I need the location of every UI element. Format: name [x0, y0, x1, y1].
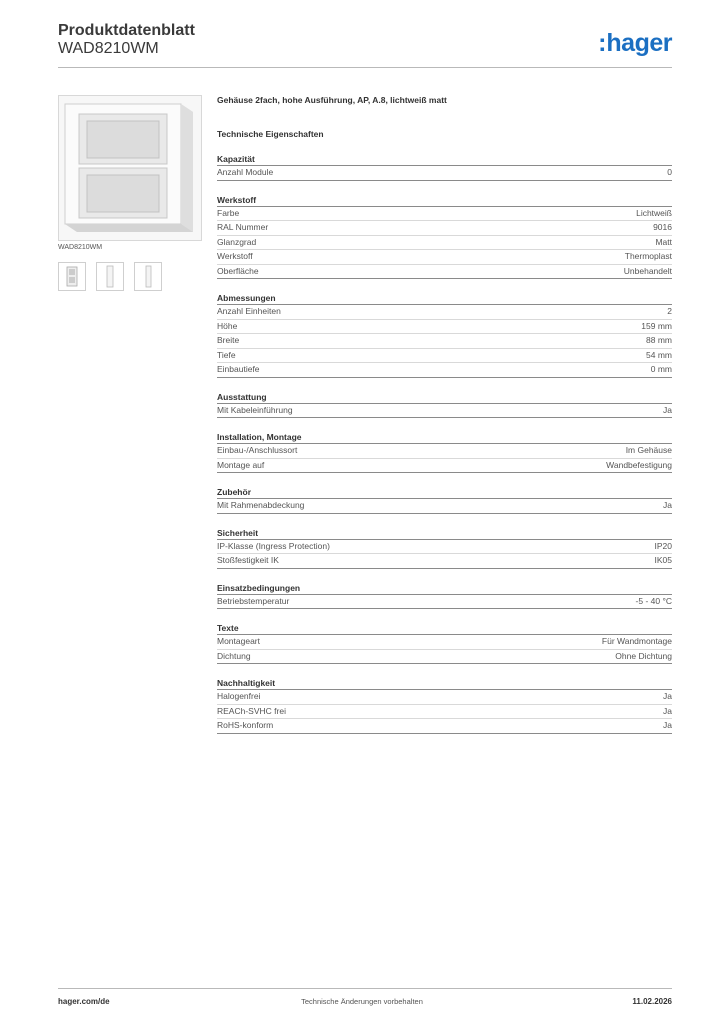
product-code: WAD8210WM	[58, 40, 159, 57]
spec-label: Anzahl Einheiten	[217, 306, 281, 316]
spec-group-title: Zubehör	[217, 486, 672, 499]
spec-value: 54 mm	[646, 349, 672, 360]
spec-group-title: Abmessungen	[217, 292, 672, 305]
spec-row	[217, 690, 672, 705]
spec-value: Ja	[663, 705, 672, 716]
spec-value: -5 - 40 °C	[635, 595, 672, 606]
spec-row	[217, 540, 672, 555]
spec-value: Im Gehäuse	[625, 445, 672, 455]
spec-group	[217, 391, 672, 419]
product-description: Gehäuse 2fach, hohe Ausführung, AP, A.8, lichtweiß matt	[217, 95, 447, 105]
spec-row	[217, 265, 672, 280]
spec-label: RAL Nummer	[217, 222, 269, 232]
spec-group	[217, 153, 672, 181]
spec-value: Thermoplast	[624, 251, 672, 261]
spec-label: Montage auf	[217, 459, 265, 470]
thumbnail-1[interactable]	[58, 262, 86, 291]
spec-value: Ja	[663, 691, 672, 701]
spec-group-title: Kapazität	[217, 153, 672, 166]
spec-value: 0	[667, 167, 672, 177]
spec-row	[217, 635, 672, 650]
spec-row	[217, 719, 672, 734]
spec-label: Einbau-/Anschlussort	[217, 445, 298, 455]
spec-row	[217, 221, 672, 236]
spec-label: Oberfläche	[217, 265, 259, 276]
spec-row	[217, 459, 672, 474]
spec-value: IP20	[654, 540, 672, 551]
thumbnail-2[interactable]	[96, 262, 124, 291]
spec-label: Tiefe	[217, 349, 236, 360]
footer-notice: Technische Änderungen vorbehalten	[301, 997, 423, 1006]
spec-group	[217, 677, 672, 734]
product-illustration	[59, 96, 201, 240]
spec-value: Für Wandmontage	[601, 636, 672, 646]
spec-value: Unbehandelt	[623, 265, 672, 276]
product-spec-content	[217, 93, 672, 734]
spec-group-title: Installation, Montage	[217, 431, 672, 444]
spec-label: Anzahl Module	[217, 167, 274, 177]
footer-website[interactable]: hager.com/de	[58, 997, 110, 1006]
spec-row	[217, 444, 672, 459]
spec-row	[217, 166, 672, 181]
spec-value: 2	[667, 306, 672, 316]
spec-label: Mit Rahmenabdeckung	[217, 500, 305, 510]
thumbnail-3[interactable]	[134, 262, 162, 291]
spec-group-title: Ausstattung	[217, 391, 672, 404]
spec-label: Glanzgrad	[217, 236, 257, 247]
spec-row	[217, 499, 672, 514]
header-divider	[58, 67, 672, 68]
spec-value: Ja	[663, 404, 672, 415]
spec-label: Einbautiefe	[217, 364, 260, 374]
spec-label: Stoßfestigkeit IK	[217, 555, 279, 565]
spec-row	[217, 320, 672, 335]
document-title: Produktdatenblatt	[58, 22, 195, 39]
spec-label: Mit Kabeleinführung	[217, 404, 293, 415]
spec-value: 159 mm	[641, 320, 672, 331]
spec-row	[217, 705, 672, 720]
product-image	[58, 95, 202, 241]
spec-row	[217, 554, 672, 569]
spec-value: Ja	[663, 500, 672, 510]
spec-row	[217, 250, 672, 265]
spec-label: Farbe	[217, 207, 240, 218]
spec-label: Breite	[217, 335, 240, 345]
spec-group-title: Texte	[217, 622, 672, 635]
spec-row	[217, 305, 672, 320]
footer-divider	[58, 988, 672, 989]
spec-row	[217, 349, 672, 364]
hager-logo-text: hager	[606, 29, 672, 57]
spec-group	[217, 582, 672, 610]
spec-label: RoHS-konform	[217, 720, 274, 730]
spec-group-title: Einsatzbedingungen	[217, 582, 672, 595]
spec-value: Lichtweiß	[636, 207, 672, 218]
spec-label: REACh-SVHC frei	[217, 705, 286, 716]
spec-row	[217, 363, 672, 378]
spec-group-title: Sicherheit	[217, 527, 672, 540]
spec-value: 0 mm	[650, 364, 672, 374]
spec-group	[217, 292, 672, 378]
spec-label: Werkstoff	[217, 251, 253, 261]
spec-value: 9016	[653, 222, 672, 232]
spec-value: Wandbefestigung	[606, 459, 672, 470]
spec-label: Höhe	[217, 320, 238, 331]
spec-label: Dichtung	[217, 650, 251, 661]
spec-group	[217, 194, 672, 280]
spec-row	[217, 236, 672, 251]
spec-row	[217, 650, 672, 665]
spec-groups	[217, 153, 672, 734]
spec-row	[217, 595, 672, 610]
spec-value: Ja	[663, 720, 672, 730]
spec-row	[217, 404, 672, 419]
spec-label: Montageart	[217, 636, 260, 646]
document-header	[58, 22, 195, 58]
section-heading: Technische Eigenschaften	[217, 129, 324, 139]
spec-row	[217, 334, 672, 349]
spec-label: Halogenfrei	[217, 691, 261, 701]
spec-group	[217, 431, 672, 473]
image-caption: WAD8210WM	[58, 244, 103, 251]
spec-value: 88 mm	[646, 335, 672, 345]
hager-logo: :hager	[598, 29, 672, 57]
spec-value: Ohne Dichtung	[615, 650, 672, 661]
spec-label: Betriebstemperatur	[217, 595, 290, 606]
spec-row	[217, 207, 672, 222]
spec-group	[217, 527, 672, 569]
spec-value: IK05	[654, 555, 672, 565]
spec-group-title: Nachhaltigkeit	[217, 677, 672, 690]
footer-date: 11.02.2026	[632, 997, 672, 1006]
spec-value: Matt	[655, 236, 672, 247]
spec-group-title: Werkstoff	[217, 194, 672, 207]
spec-group	[217, 486, 672, 514]
spec-label: IP-Klasse (Ingress Protection)	[217, 540, 330, 551]
spec-group	[217, 622, 672, 664]
